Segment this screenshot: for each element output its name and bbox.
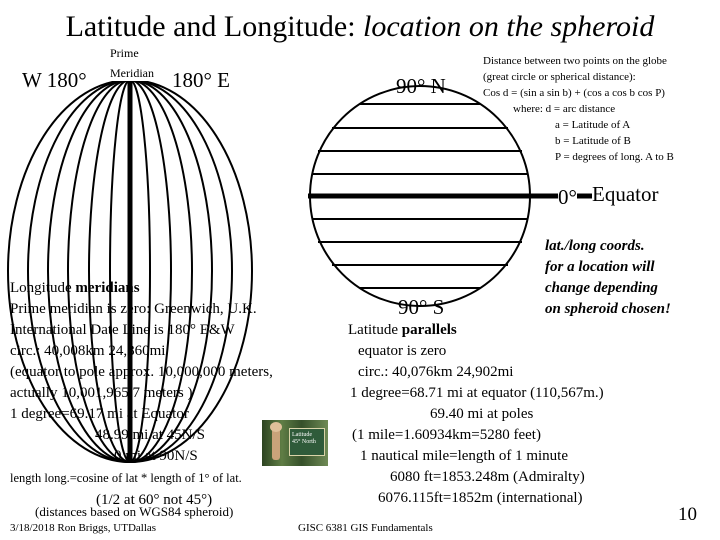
note-line: for a location will [545,259,655,275]
south-90-label: 90° S [398,295,445,319]
longitude-line: 48.99 mi at 45N/S [95,427,206,443]
footer-date-author: 3/18/2018 Ron Briggs, UTDallas [10,522,157,534]
distance-formula [483,53,674,165]
longitude-line: 1 degree=69.17 mi at Equator [10,406,189,422]
equator-label: Equator [592,182,659,206]
latitude-line: equator is zero [358,343,447,359]
note-line: on spheroid chosen! [545,301,671,317]
formula-line: b = Latitude of B [555,135,631,147]
longitude-line: 0 mi at 90N/S [114,448,198,464]
formula-line: P = degrees of long. A to B [555,151,674,163]
prime-label-2: Meridian [110,66,154,80]
latitude-line: 6080 ft=1853.248m (Admiralty) [390,469,585,485]
note-line: lat./long coords. [545,238,645,254]
longitude-line: International Date Line is 180° E&W [10,322,235,338]
latitude-line: (1 mile=1.60934km=5280 feet) [352,427,541,443]
length-note: length long.=cosine of lat * length of 1° of lat. [10,471,242,485]
formula-line: where: d = arc distance [513,103,616,115]
longitude-heading: Longitude meridians [10,280,140,296]
sign-line: Latitude [292,432,312,438]
longitude-section [10,278,273,467]
latitude-sign-photo [262,420,328,466]
latitude-line: 69.40 mi at poles [430,406,534,422]
formula-line: Distance between two points on the globe [483,55,667,67]
latitude-line: 1 degree=68.71 mi at equator (110,567m.) [350,385,604,401]
spheroid-note [545,236,671,320]
page-title: Latitude and Longitude: location on the spheroid [65,10,655,43]
formula-line: a = Latitude of A [555,119,631,131]
latitude-line: 6076.115ft=1852m (international) [378,490,583,506]
sign-line: 45° North [292,439,316,445]
page-number: 10 [678,504,697,525]
latitude-line: circ.: 40,076km 24,902mi [358,364,514,380]
latitude-heading: Latitude parallels [348,322,457,338]
formula-line: (great circle or spherical distance): [483,71,636,83]
prime-label-1: Prime [110,46,139,60]
formula-line: Cos d = (sin a sin b) + (cos a cos b cos P) [483,87,665,99]
longitude-line: circ.: 40,008km 24,860mi [10,343,166,359]
west-180-label: W 180° [22,68,87,92]
longitude-line: actually 10,001,965.7 meters ) [10,385,193,401]
east-180-label: 180° E [172,68,230,92]
longitude-line: Prime meridian is zero: Greenwich, U.K. [10,301,257,317]
distances-note: (distances based on WGS84 spheroid) [35,504,234,519]
north-90-label: 90° N [396,74,446,98]
example-note: (1/2 at 60° not 45°) [96,492,213,508]
equator-degree-label: 0° [558,185,577,209]
footer-course: GISC 6381 GIS Fundamentals [298,522,433,534]
latitude-section [348,320,604,509]
latitude-line: 1 nautical mile=length of 1 minute [360,448,568,464]
longitude-line: (equator to pole approx. 10,000,000 meters, [10,364,273,380]
note-line: change depending [545,280,658,296]
